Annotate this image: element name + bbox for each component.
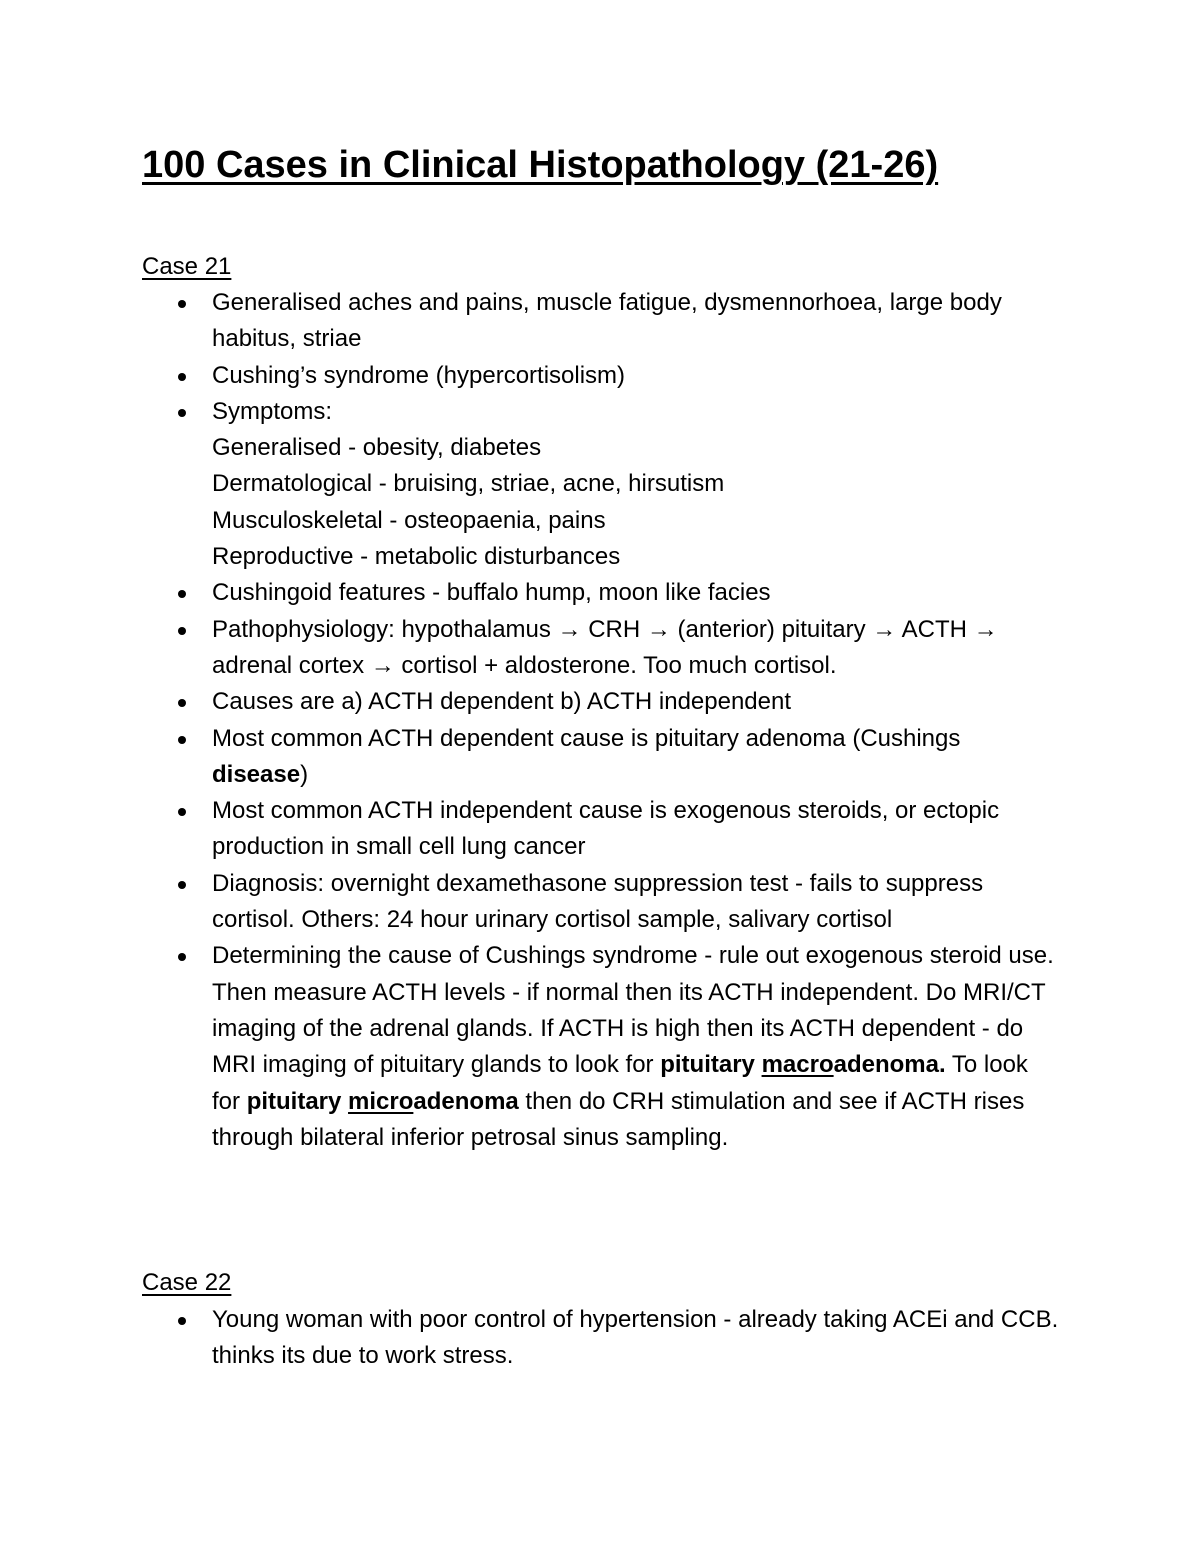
bullet-dot-icon xyxy=(178,300,186,308)
list-item-text: Most common ACTH dependent cause is pituitary adenoma (Cushings xyxy=(212,724,961,752)
list-item-text: ) xyxy=(300,760,309,788)
list-item-text: Cushing’s syndrome (hypercortisolism) xyxy=(212,361,626,389)
list-item-text: Pathophysiology: hypothalamus → CRH → (anterior) pituitary → ACTH → adrenal cortex → cortisol + aldosterone. Too much cortisol. xyxy=(212,615,998,679)
list-item xyxy=(142,1302,1062,1375)
bullet-dot-icon xyxy=(178,736,186,744)
page-title: 100 Cases in Clinical Histopathology (21-26) xyxy=(142,144,939,186)
case-21-heading: Case 21 xyxy=(142,253,232,280)
list-item-text: To look for xyxy=(212,1051,1028,1115)
case-22-bullet-list xyxy=(142,1302,1062,1375)
list-item-text: then do CRH stimulation and see if ACTH rises through bilateral inferior petrosal sinus sampling. xyxy=(212,1087,1025,1151)
emphasis-text: disease xyxy=(212,760,301,788)
bullet-dot-icon xyxy=(178,699,186,707)
list-item xyxy=(142,358,1062,394)
bullet-dot-icon xyxy=(178,1317,186,1325)
emphasis-underlined-text: micro xyxy=(348,1087,414,1115)
emphasis-text: pituitary xyxy=(660,1051,762,1079)
bullet-dot-icon xyxy=(178,953,186,961)
emphasis-text: adenoma xyxy=(413,1087,519,1115)
list-item-text: Most common ACTH independent cause is exogenous steroids, or ectopic production in small cell lung cancer xyxy=(212,797,1000,861)
bullet-dot-icon xyxy=(178,373,186,381)
bullet-dot-icon xyxy=(178,409,186,417)
symptom-line: Musculoskeletal - osteopaenia, pains xyxy=(212,506,606,534)
bullet-dot-icon xyxy=(178,881,186,889)
bullet-dot-icon xyxy=(178,590,186,598)
list-item-text: Determining the cause of Cushings syndrome - rule out exogenous steroid use. Then measure ACTH levels - if normal then its ACTH independent. Do MRI/CT imaging of the adrenal glands. If ACTH is high then its ACTH dependent - do MRI imaging of pituitary glands to look for xyxy=(212,942,1054,1079)
list-item-text: Generalised aches and pains, muscle fatigue, dysmennorhoea, large body habitus, striae xyxy=(212,289,1002,353)
list-item xyxy=(142,684,1062,720)
list-item-text: Cushingoid features - buffalo hump, moon like facies xyxy=(212,579,771,607)
list-item xyxy=(142,866,1062,939)
symptoms-label: Symptoms: xyxy=(212,397,333,425)
emphasis-text: pituitary xyxy=(246,1087,349,1115)
list-item xyxy=(142,938,1062,1156)
bullet-dot-icon xyxy=(178,808,186,816)
case-22-heading: Case 22 xyxy=(142,1269,232,1296)
case-21-bullet-list xyxy=(142,285,1062,1156)
symptom-line: Dermatological - bruising, striae, acne, hirsutism xyxy=(212,470,725,498)
symptom-line: Reproductive - metabolic disturbances xyxy=(212,543,621,571)
list-item-text: Causes are a) ACTH dependent b) ACTH independent xyxy=(212,688,792,716)
emphasis-underlined-text: macro xyxy=(761,1051,834,1079)
list-item-text: Young woman with poor control of hypertension - already taking ACEi and CCB. thinks its due to work stress. xyxy=(212,1306,1059,1370)
list-item xyxy=(142,285,1062,358)
list-item xyxy=(142,721,1062,794)
list-item xyxy=(142,394,1062,575)
list-item xyxy=(142,612,1062,685)
emphasis-text: adenoma. xyxy=(833,1051,946,1079)
symptom-line: Generalised - obesity, diabetes xyxy=(212,434,542,462)
list-item xyxy=(142,575,1062,611)
list-item xyxy=(142,793,1062,866)
list-item-text: Diagnosis: overnight dexamethasone suppression test - fails to suppress cortisol. Others: 24 hour urinary cortisol sample, salivary cortisol xyxy=(212,869,984,934)
bullet-dot-icon xyxy=(178,627,186,635)
